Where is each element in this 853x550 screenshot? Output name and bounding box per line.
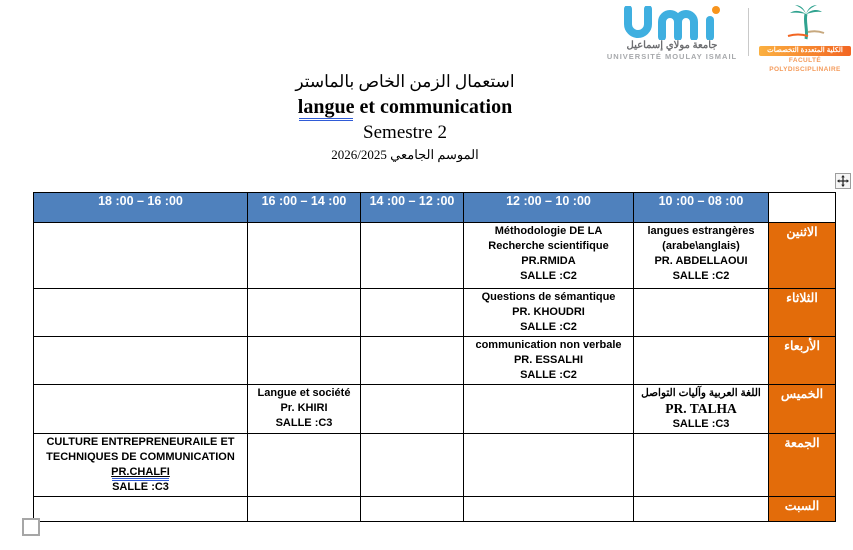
- course-line: Recherche scientifique: [488, 240, 609, 252]
- timetable-header-row: [34, 193, 836, 223]
- header-logos: [606, 4, 851, 74]
- room-line: SALLE :C3: [112, 481, 169, 493]
- room-line: SALLE :C2: [520, 321, 577, 333]
- logo-separator: [748, 8, 749, 56]
- course-line: communication non verbale: [475, 339, 622, 351]
- room-line: SALLE :C3: [275, 417, 333, 429]
- course-line: CULTURE ENTREPRENEURAILE ET: [46, 436, 235, 448]
- table-resize-handle[interactable]: [22, 518, 40, 536]
- room-line: SALLE :C2: [520, 270, 577, 282]
- cell-wednesday-12-10[interactable]: [464, 337, 634, 385]
- course-line: langues estrangères: [647, 225, 755, 237]
- faculty-logo: [759, 4, 851, 74]
- course-line: Questions de sémantique: [481, 291, 616, 303]
- professor-line: PR. TALHA: [665, 401, 737, 416]
- table-move-handle[interactable]: [835, 173, 851, 189]
- cell-tuesday-16-14[interactable]: [248, 289, 361, 337]
- header-slot-10-08[interactable]: 10 :00 – 08 :00: [634, 193, 769, 223]
- faculty-arabic-name: الكلية المتعددة التخصصات: [759, 46, 851, 56]
- room-line: SALLE :C3: [672, 418, 730, 430]
- cell-wednesday-14-12[interactable]: [361, 337, 464, 385]
- cell-saturday-18-16[interactable]: [34, 497, 248, 522]
- professor-line: [36, 465, 245, 480]
- cell-saturday-12-10[interactable]: [464, 497, 634, 522]
- cell-monday-14-12[interactable]: [361, 223, 464, 289]
- timetable-row-saturday: [34, 497, 836, 522]
- day-label-tuesday[interactable]: الثلاثاء: [769, 289, 836, 337]
- timetable-row-friday: [34, 434, 836, 497]
- timetable-row-thursday: [34, 385, 836, 434]
- cell-friday-18-16[interactable]: [34, 434, 248, 497]
- day-label-saturday[interactable]: السبت: [769, 497, 836, 522]
- umi-logo: [606, 4, 738, 62]
- professor-line: PR. KHOUDRI: [512, 306, 585, 318]
- course-line-arabic: اللغة العربية وآليات التواصل: [641, 387, 761, 399]
- cell-monday-12-10[interactable]: [464, 223, 634, 289]
- course-line: (arabe\anglais): [662, 240, 740, 252]
- umi-latin-name: UNIVERSITÉ MOULAY ISMAIL: [606, 52, 738, 61]
- cell-monday-16-14[interactable]: [248, 223, 361, 289]
- header-slot-16-14[interactable]: 16 :00 – 14 :00: [248, 193, 361, 223]
- day-label-monday[interactable]: الاثنين: [769, 223, 836, 289]
- professor-line: PR. ESSALHI: [513, 354, 584, 366]
- cell-saturday-10-08[interactable]: [634, 497, 769, 522]
- umi-wordmark-icon: [620, 6, 724, 40]
- timetable-row-monday: [34, 223, 836, 289]
- cell-wednesday-16-14[interactable]: [248, 337, 361, 385]
- cell-saturday-14-12[interactable]: [361, 497, 464, 522]
- program-title: [0, 94, 810, 120]
- professor-name-underlined: PR.CHALFI: [111, 466, 170, 478]
- cell-tuesday-10-08[interactable]: [634, 289, 769, 337]
- course-line: Langue et société: [257, 387, 351, 399]
- room-line: SALLE :C2: [520, 369, 577, 381]
- program-word-misspelled: langue: [297, 96, 355, 118]
- faculty-latin-name: FACULTÉ POLYDISCIPLINAIRE: [769, 57, 841, 73]
- arabic-title: استعمال الزمن الخاص بالماستر: [295, 72, 515, 91]
- move-cross-icon: [837, 175, 849, 187]
- document-titles: [0, 70, 810, 164]
- cell-monday-10-08[interactable]: [634, 223, 769, 289]
- umi-arabic-name: جامعة مولاي إسماعيل: [626, 40, 718, 51]
- cell-thursday-16-14[interactable]: [248, 385, 361, 434]
- timetable-row-wednesday: [34, 337, 836, 385]
- cell-friday-12-10[interactable]: [464, 434, 634, 497]
- cell-thursday-12-10[interactable]: [464, 385, 634, 434]
- timetable: [33, 192, 836, 522]
- day-label-friday[interactable]: الجمعة: [769, 434, 836, 497]
- cell-tuesday-14-12[interactable]: [361, 289, 464, 337]
- academic-year: الموسم الجامعي 2026/2025: [331, 147, 479, 162]
- cell-thursday-14-12[interactable]: [361, 385, 464, 434]
- cell-monday-18-16[interactable]: [34, 223, 248, 289]
- cell-friday-16-14[interactable]: [248, 434, 361, 497]
- cell-tuesday-18-16[interactable]: [34, 289, 248, 337]
- cell-saturday-16-14[interactable]: [248, 497, 361, 522]
- day-label-wednesday[interactable]: الأربعاء: [769, 337, 836, 385]
- cell-friday-14-12[interactable]: [361, 434, 464, 497]
- header-slot-18-16[interactable]: 18 :00 – 16 :00: [34, 193, 248, 223]
- course-line: Méthodologie DE LA: [494, 225, 603, 237]
- professor-line: PR. ABDELLAOUI: [654, 255, 748, 267]
- day-label-thursday[interactable]: الخميس: [769, 385, 836, 434]
- course-line: TECHNIQUES DE COMMUNICATION: [46, 451, 235, 463]
- cell-wednesday-18-16[interactable]: [34, 337, 248, 385]
- cell-wednesday-10-08[interactable]: [634, 337, 769, 385]
- professor-line: Pr. KHIRI: [280, 402, 328, 414]
- palm-tree-icon: [778, 4, 832, 40]
- program-title-rest: et communication: [354, 96, 513, 118]
- header-slot-14-12[interactable]: 14 :00 – 12 :00: [361, 193, 464, 223]
- professor-line: PR.RMIDA: [521, 255, 576, 267]
- semester-title: Semestre 2: [363, 122, 447, 143]
- cell-thursday-18-16[interactable]: [34, 385, 248, 434]
- cell-thursday-10-08[interactable]: [634, 385, 769, 434]
- timetable-row-tuesday: [34, 289, 836, 337]
- cell-friday-10-08[interactable]: [634, 434, 769, 497]
- room-line: SALLE :C2: [672, 270, 730, 282]
- header-day-blank[interactable]: [769, 193, 836, 223]
- header-slot-12-10[interactable]: 12 :00 – 10 :00: [464, 193, 634, 223]
- cell-tuesday-12-10[interactable]: [464, 289, 634, 337]
